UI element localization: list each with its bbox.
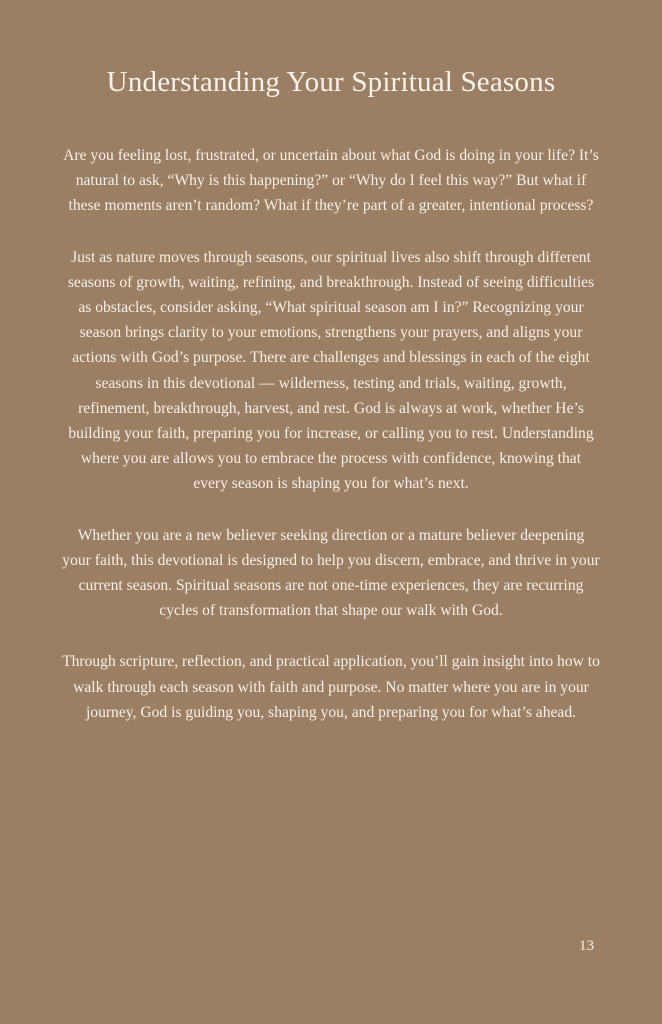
paragraph-purpose: Whether you are a new believer seeking direction or a mature believer deepening your faith, this devotional is designed to help you discern, embrace, and thrive in your current season. Spiritual seasons are not one-time experiences, they are recurring cycles of transformation that shape our walk with God. xyxy=(62,526,600,620)
body-text xyxy=(62,143,600,751)
page-number: 13 xyxy=(579,938,594,954)
page-title: Understanding Your Spiritual Seasons xyxy=(106,66,556,98)
paragraph-closing: Through scripture, reflection, and practical application, you’ll gain insight into how to walk through each season with faith and purpose. No matter where you are in your journey, God is guiding you, shaping you, and preparing you for what’s ahead. xyxy=(62,653,600,721)
paragraph-seasons: Just as nature moves through seasons, our spiritual lives also shift through different seasons of growth, waiting, refining, and breakthrough. Instead of seeing difficulties as obstacles, consider asking, “What spiritual season am I in?” Recognizing your season brings clarity to your emotions, strengthens your prayers, and aligns your actions with God’s purpose. There are challenges and blessings in each of the eight seasons in this devotional — wilderness, testing and trials, waiting, growth, refinement, breakthrough, harvest, and rest. God is always at work, whether He’s building your faith, preparing you for increase, or calling you to rest. Understanding where you are allows you to embrace the process with confidence, knowing that every season is shaping you for what’s next. xyxy=(67,248,595,493)
paragraph-intro: Are you feeling lost, frustrated, or uncertain about what God is doing in your life? It’s natural to ask, “Why is this happening?” or “Why do I feel this way?” But what if these moments aren’t random? What if they’re part of a greater, intentional process? xyxy=(63,147,599,215)
